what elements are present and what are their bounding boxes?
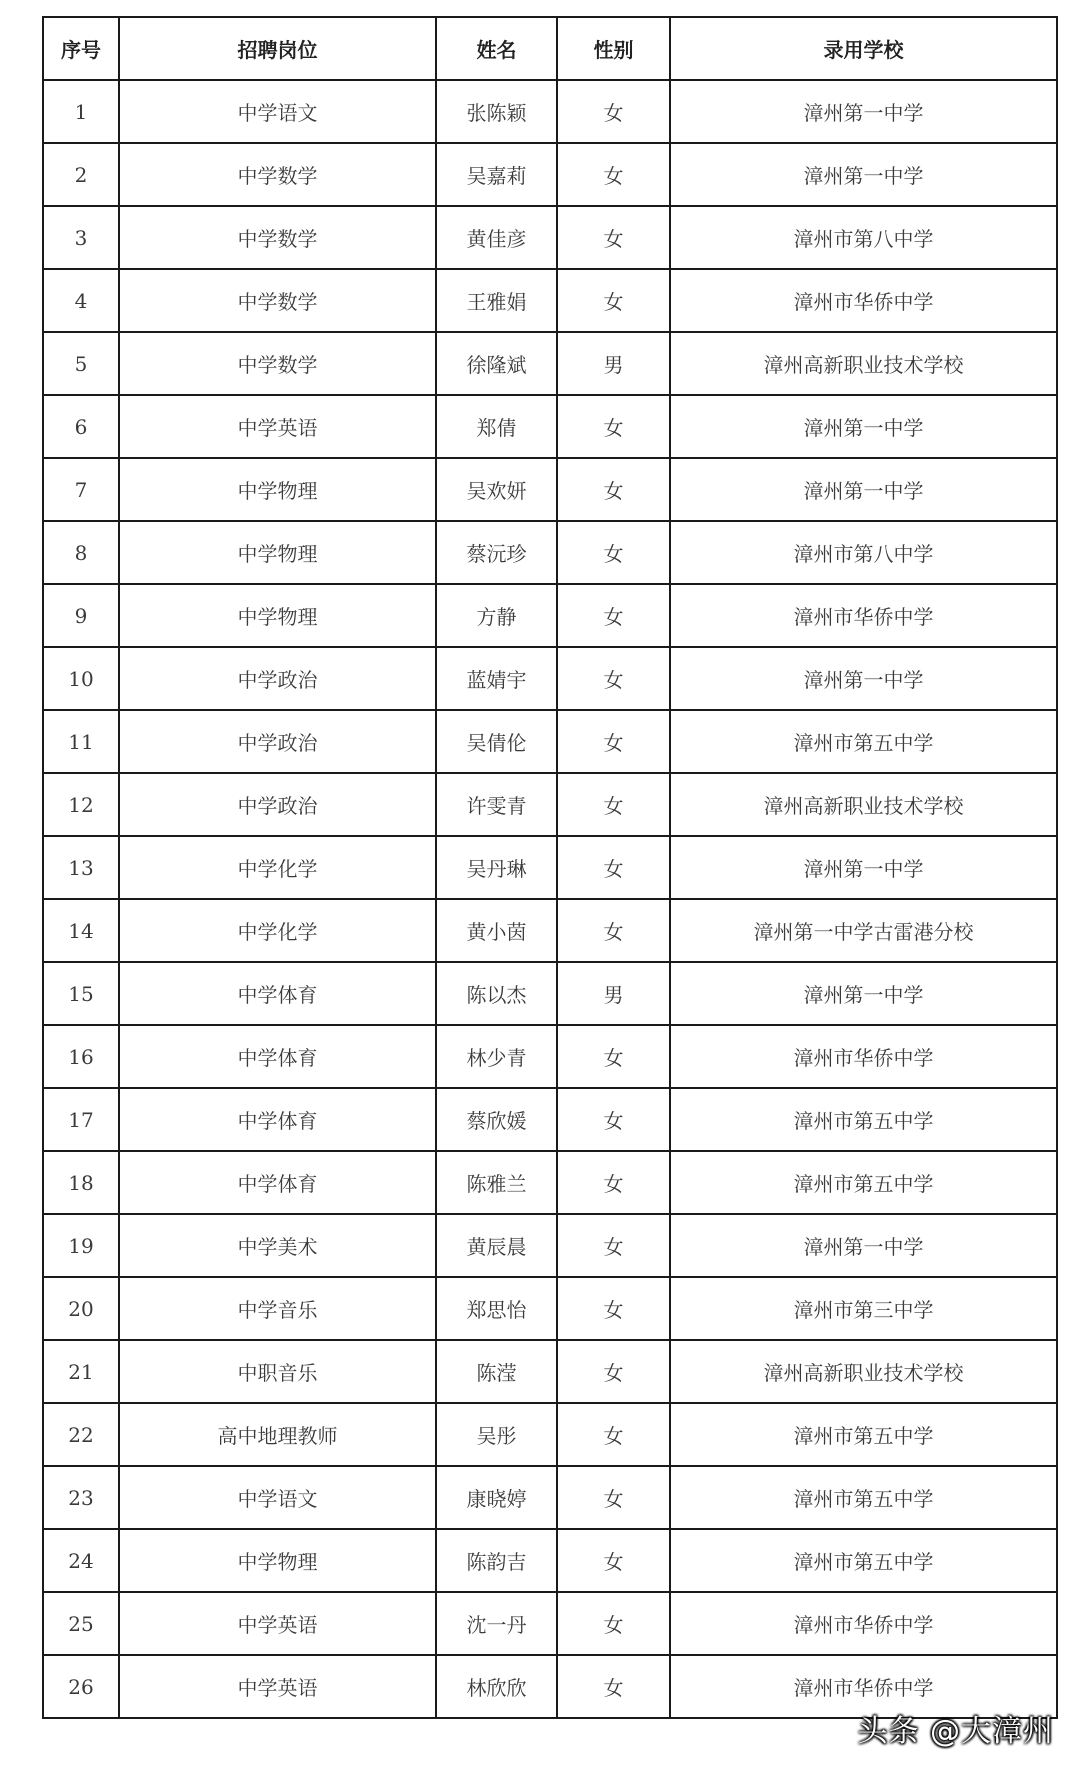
cell-gender: 女	[557, 1025, 670, 1088]
table-row	[43, 1088, 1057, 1151]
cell-position: 中学英语	[119, 1592, 436, 1655]
table-row	[43, 1151, 1057, 1214]
cell-school: 漳州市华侨中学	[670, 1025, 1057, 1088]
cell-position: 中学数学	[119, 206, 436, 269]
table-row	[43, 1025, 1057, 1088]
cell-name: 方静	[436, 584, 557, 647]
table-row	[43, 80, 1057, 143]
cell-index: 19	[43, 1214, 119, 1277]
cell-name: 吴丹琳	[436, 836, 557, 899]
cell-name: 蓝婧宇	[436, 647, 557, 710]
cell-index: 9	[43, 584, 119, 647]
cell-index: 16	[43, 1025, 119, 1088]
cell-name: 吴倩伦	[436, 710, 557, 773]
cell-gender: 女	[557, 521, 670, 584]
cell-school: 漳州市第五中学	[670, 1403, 1057, 1466]
cell-position: 中学物理	[119, 458, 436, 521]
cell-gender: 女	[557, 1088, 670, 1151]
cell-position: 中学数学	[119, 332, 436, 395]
cell-name: 张陈颖	[436, 80, 557, 143]
table-body	[43, 80, 1057, 1718]
cell-name: 林欣欣	[436, 1655, 557, 1718]
cell-gender: 女	[557, 1466, 670, 1529]
cell-position: 中学化学	[119, 836, 436, 899]
cell-school: 漳州市华侨中学	[670, 269, 1057, 332]
cell-index: 23	[43, 1466, 119, 1529]
cell-index: 24	[43, 1529, 119, 1592]
cell-gender: 女	[557, 1655, 670, 1718]
table-row	[43, 1214, 1057, 1277]
cell-name: 康晓婷	[436, 1466, 557, 1529]
table-row	[43, 899, 1057, 962]
cell-school: 漳州高新职业技术学校	[670, 773, 1057, 836]
cell-gender: 女	[557, 584, 670, 647]
cell-index: 6	[43, 395, 119, 458]
cell-index: 21	[43, 1340, 119, 1403]
cell-index: 15	[43, 962, 119, 1025]
cell-index: 26	[43, 1655, 119, 1718]
cell-school: 漳州第一中学	[670, 962, 1057, 1025]
table-row	[43, 584, 1057, 647]
cell-index: 1	[43, 80, 119, 143]
cell-position: 中学英语	[119, 395, 436, 458]
table-row	[43, 395, 1057, 458]
recruitment-table	[42, 16, 1058, 1719]
cell-index: 2	[43, 143, 119, 206]
cell-position: 中学语文	[119, 1466, 436, 1529]
table-row	[43, 962, 1057, 1025]
cell-name: 陈雅兰	[436, 1151, 557, 1214]
cell-school: 漳州第一中学	[670, 647, 1057, 710]
cell-school: 漳州第一中学	[670, 80, 1057, 143]
cell-position: 中学政治	[119, 647, 436, 710]
cell-school: 漳州第一中学	[670, 836, 1057, 899]
cell-position: 中学美术	[119, 1214, 436, 1277]
cell-name: 陈滢	[436, 1340, 557, 1403]
cell-gender: 女	[557, 1151, 670, 1214]
cell-position: 中学体育	[119, 1088, 436, 1151]
cell-name: 徐隆斌	[436, 332, 557, 395]
table-row	[43, 710, 1057, 773]
cell-position: 中学化学	[119, 899, 436, 962]
table-row	[43, 458, 1057, 521]
cell-school: 漳州市第五中学	[670, 1466, 1057, 1529]
cell-position: 中学体育	[119, 1025, 436, 1088]
cell-position: 高中地理教师	[119, 1403, 436, 1466]
table-row	[43, 143, 1057, 206]
table-row	[43, 1277, 1057, 1340]
cell-school: 漳州市第三中学	[670, 1277, 1057, 1340]
cell-index: 8	[43, 521, 119, 584]
cell-gender: 男	[557, 332, 670, 395]
cell-gender: 女	[557, 836, 670, 899]
cell-index: 11	[43, 710, 119, 773]
cell-position: 中学体育	[119, 1151, 436, 1214]
cell-school: 漳州第一中学	[670, 395, 1057, 458]
cell-school: 漳州市华侨中学	[670, 584, 1057, 647]
cell-school: 漳州第一中学	[670, 1214, 1057, 1277]
cell-index: 5	[43, 332, 119, 395]
cell-school: 漳州高新职业技术学校	[670, 332, 1057, 395]
cell-school: 漳州第一中学古雷港分校	[670, 899, 1057, 962]
cell-index: 3	[43, 206, 119, 269]
cell-name: 蔡沅珍	[436, 521, 557, 584]
table-header-row	[43, 17, 1057, 80]
header-index: 序号	[43, 17, 119, 80]
table-row	[43, 1340, 1057, 1403]
cell-name: 陈以杰	[436, 962, 557, 1025]
cell-position: 中学政治	[119, 710, 436, 773]
cell-name: 吴彤	[436, 1403, 557, 1466]
cell-name: 蔡欣媛	[436, 1088, 557, 1151]
cell-gender: 女	[557, 1214, 670, 1277]
cell-gender: 女	[557, 269, 670, 332]
cell-position: 中学英语	[119, 1655, 436, 1718]
cell-school: 漳州市第八中学	[670, 521, 1057, 584]
cell-index: 17	[43, 1088, 119, 1151]
cell-name: 黄辰晨	[436, 1214, 557, 1277]
header-school: 录用学校	[670, 17, 1057, 80]
cell-name: 黄小茵	[436, 899, 557, 962]
cell-gender: 男	[557, 962, 670, 1025]
cell-index: 20	[43, 1277, 119, 1340]
cell-school: 漳州市第八中学	[670, 206, 1057, 269]
table-row	[43, 269, 1057, 332]
watermark: 头条 @大漳州	[857, 1714, 1054, 1749]
cell-index: 13	[43, 836, 119, 899]
cell-gender: 女	[557, 710, 670, 773]
cell-position: 中学政治	[119, 773, 436, 836]
cell-gender: 女	[557, 647, 670, 710]
table-row	[43, 1592, 1057, 1655]
header-name: 姓名	[436, 17, 557, 80]
cell-position: 中学数学	[119, 269, 436, 332]
table-row	[43, 836, 1057, 899]
cell-name: 许雯青	[436, 773, 557, 836]
cell-index: 10	[43, 647, 119, 710]
cell-school: 漳州市华侨中学	[670, 1592, 1057, 1655]
cell-position: 中学语文	[119, 80, 436, 143]
cell-index: 22	[43, 1403, 119, 1466]
cell-index: 18	[43, 1151, 119, 1214]
cell-position: 中学音乐	[119, 1277, 436, 1340]
table-row	[43, 647, 1057, 710]
cell-gender: 女	[557, 395, 670, 458]
cell-index: 4	[43, 269, 119, 332]
cell-index: 12	[43, 773, 119, 836]
cell-name: 黄佳彦	[436, 206, 557, 269]
cell-gender: 女	[557, 899, 670, 962]
cell-name: 吴嘉莉	[436, 143, 557, 206]
table-row	[43, 521, 1057, 584]
cell-gender: 女	[557, 773, 670, 836]
cell-school: 漳州市华侨中学	[670, 1655, 1057, 1718]
cell-name: 沈一丹	[436, 1592, 557, 1655]
table-row	[43, 332, 1057, 395]
cell-name: 郑倩	[436, 395, 557, 458]
cell-name: 吴欢妍	[436, 458, 557, 521]
cell-position: 中职音乐	[119, 1340, 436, 1403]
cell-school: 漳州高新职业技术学校	[670, 1340, 1057, 1403]
cell-gender: 女	[557, 206, 670, 269]
cell-gender: 女	[557, 143, 670, 206]
cell-school: 漳州第一中学	[670, 458, 1057, 521]
cell-gender: 女	[557, 1529, 670, 1592]
table-row	[43, 1403, 1057, 1466]
cell-school: 漳州市第五中学	[670, 1088, 1057, 1151]
cell-gender: 女	[557, 1403, 670, 1466]
cell-school: 漳州市第五中学	[670, 1529, 1057, 1592]
recruitment-table-container	[42, 16, 1056, 1719]
cell-index: 25	[43, 1592, 119, 1655]
cell-name: 王雅娟	[436, 269, 557, 332]
cell-gender: 女	[557, 1592, 670, 1655]
cell-gender: 女	[557, 1340, 670, 1403]
table-row	[43, 773, 1057, 836]
table-row	[43, 206, 1057, 269]
cell-index: 7	[43, 458, 119, 521]
cell-position: 中学数学	[119, 143, 436, 206]
cell-school: 漳州市第五中学	[670, 1151, 1057, 1214]
cell-name: 陈韵吉	[436, 1529, 557, 1592]
header-gender: 性别	[557, 17, 670, 80]
table-row	[43, 1529, 1057, 1592]
cell-position: 中学物理	[119, 584, 436, 647]
cell-position: 中学物理	[119, 1529, 436, 1592]
cell-name: 郑思怡	[436, 1277, 557, 1340]
cell-index: 14	[43, 899, 119, 962]
cell-position: 中学体育	[119, 962, 436, 1025]
cell-gender: 女	[557, 80, 670, 143]
table-row	[43, 1466, 1057, 1529]
header-position: 招聘岗位	[119, 17, 436, 80]
cell-school: 漳州市第五中学	[670, 710, 1057, 773]
cell-gender: 女	[557, 1277, 670, 1340]
cell-position: 中学物理	[119, 521, 436, 584]
cell-gender: 女	[557, 458, 670, 521]
cell-school: 漳州第一中学	[670, 143, 1057, 206]
cell-name: 林少青	[436, 1025, 557, 1088]
